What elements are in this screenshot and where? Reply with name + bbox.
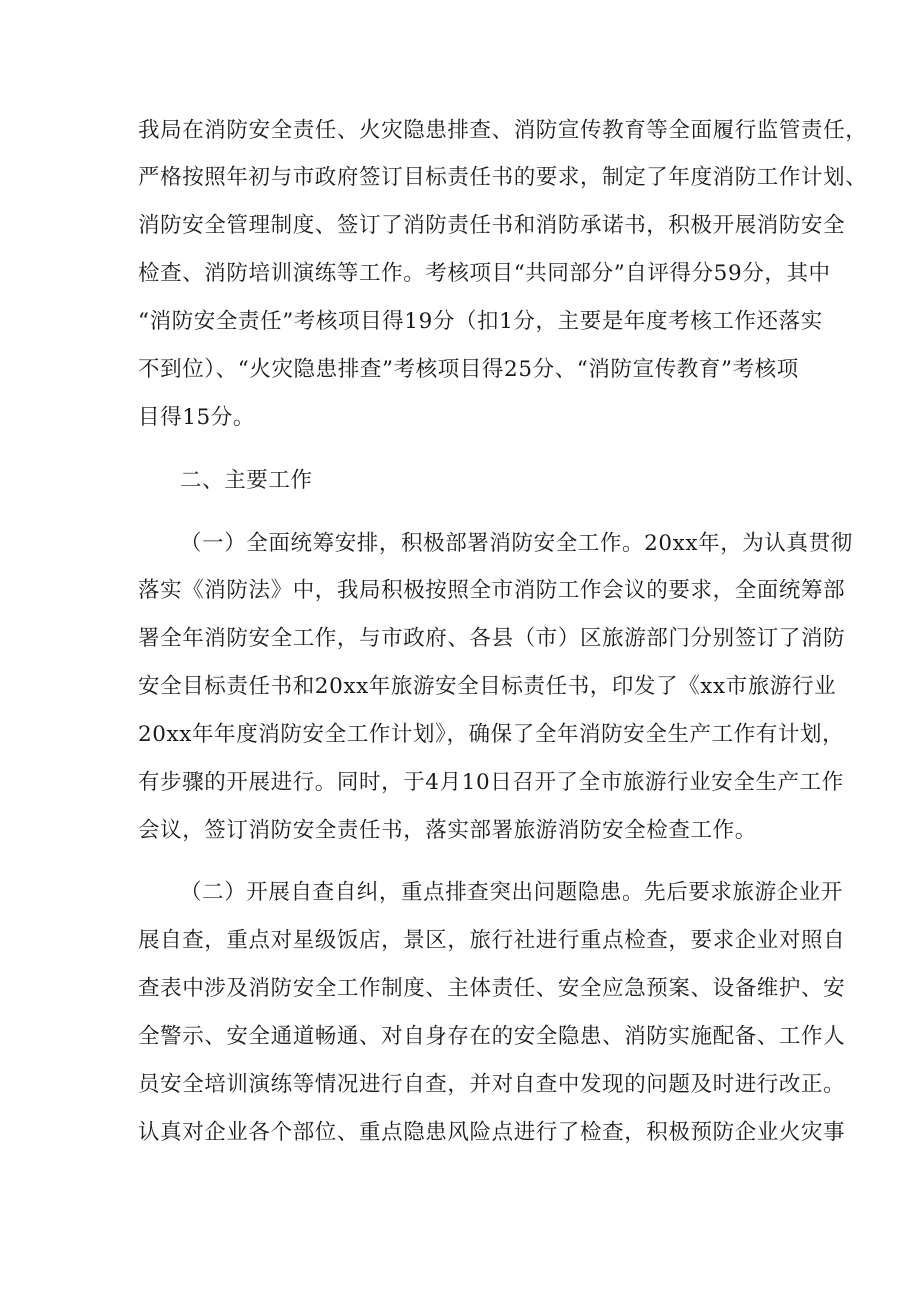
paragraph-3-line: 全警示、安全通道畅通、对自身存在的安全隐患、消防实施配备、工作人 <box>138 1024 846 1049</box>
paragraph-1-line: 严格按照年初与市政府签订目标责任书的要求，制定了年度消防工作计划、 <box>138 165 868 190</box>
paragraph-1-line: 我局在消防安全责任、火灾隐患排查、消防宣传教育等全面履行监管责任， <box>138 118 868 143</box>
paragraph-3-line: 展自查，重点对星级饭店，景区，旅行社进行重点检查，要求企业对照自 <box>138 928 846 953</box>
paragraph-1-line: 检查、消防培训演练等工作。考核项目“共同部分”自评得分59分，其中 <box>138 261 831 286</box>
paragraph-3-line: 员安全培训演练等情况进行自查，并对自查中发现的问题及时进行改正。 <box>138 1072 846 1097</box>
paragraph-1-line: 目得15分。 <box>138 405 255 430</box>
paragraph-1-line: 消防安全管理制度、签订了消防责任书和消防承诺书，积极开展消防安全 <box>138 213 846 238</box>
section-heading: 二、主要工作 <box>180 468 313 493</box>
paragraph-3-line: 查表中涉及消防安全工作制度、主体责任、安全应急预案、设备维护、安 <box>138 976 846 1001</box>
paragraph-2-line: 署全年消防安全工作，与市政府、各县（市）区旅游部门分别签订了消防 <box>138 626 846 651</box>
paragraph-3-line: （二）开展自查自纠，重点排查突出问题隐患。先后要求旅游企业开 <box>180 880 844 905</box>
paragraph-2-line: 会议，签订消防安全责任书，落实部署旅游消防安全检查工作。 <box>138 818 757 843</box>
paragraph-2-line: 落实《消防法》中，我局积极按照全市消防工作会议的要求，全面统筹部 <box>138 578 846 603</box>
paragraph-1-line: “消防安全责任”考核项目得19分（扣1分，主要是年度考核工作还落实 <box>138 309 823 334</box>
paragraph-3-line: 认真对企业各个部位、重点隐患风险点进行了检查，积极预防企业火灾事 <box>138 1120 846 1145</box>
paragraph-2-line: （一）全面统筹安排，积极部署消防安全工作。20xx年，为认真贯彻 <box>180 531 853 556</box>
paragraph-2-line: 有步骤的开展进行。同时，于4月10日召开了全市旅游行业安全生产工作 <box>138 770 844 795</box>
paragraph-2-line: 安全目标责任书和20xx年旅游安全目标责任书，印发了《xx市旅游行业 <box>138 674 837 699</box>
paragraph-2-line: 20xx年年度消防安全工作计划》，确保了全年消防安全生产工作有计划， <box>138 722 845 747</box>
paragraph-1-line: 不到位）、“火灾隐患排查”考核项目得25分、“消防宣传教育”考核项 <box>138 357 799 382</box>
